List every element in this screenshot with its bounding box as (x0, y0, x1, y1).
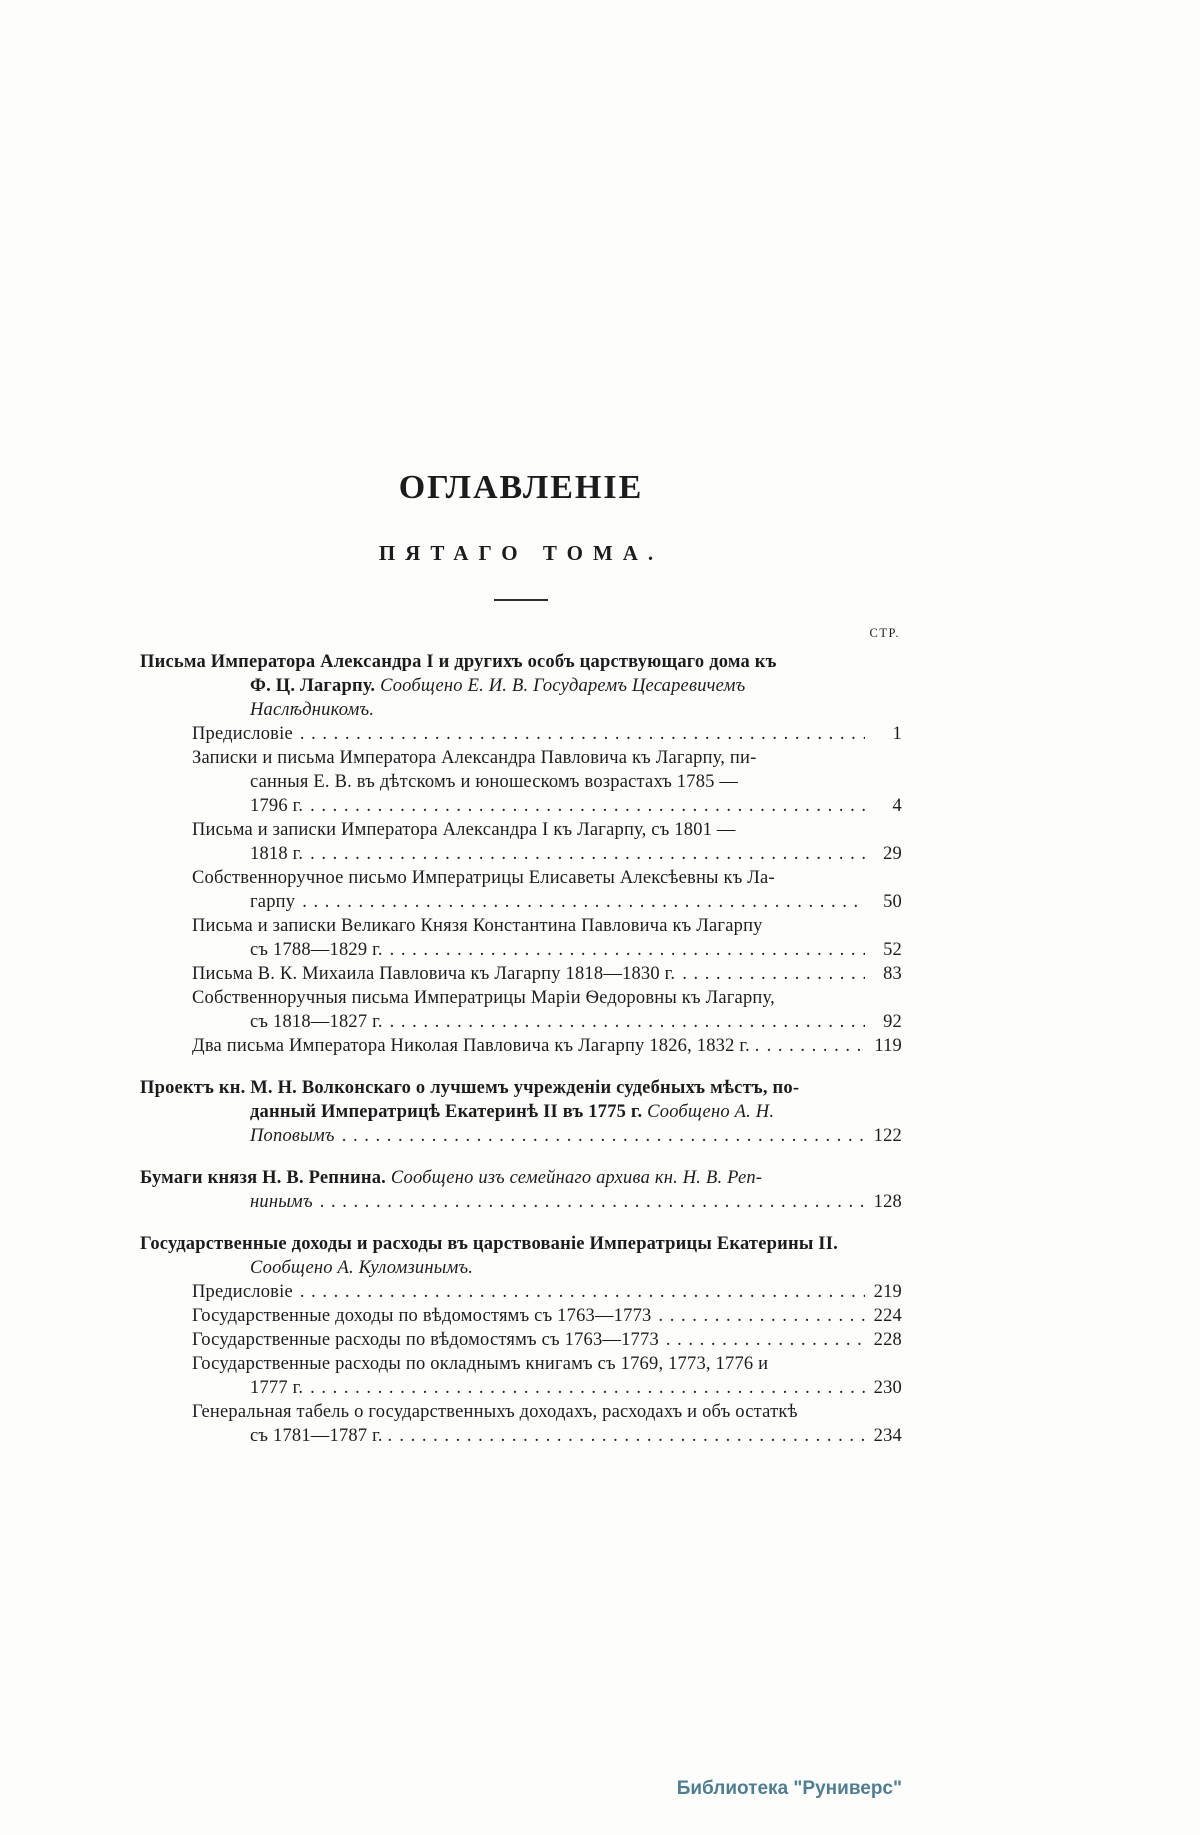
toc-line-text (250, 938, 383, 962)
toc-line-text (250, 794, 303, 818)
text-segment: нинымъ (250, 1192, 313, 1212)
toc-line-text (250, 842, 303, 866)
page-number: 219 (873, 1282, 902, 1302)
toc-line (140, 890, 902, 914)
toc-line-text (250, 1256, 473, 1280)
text-segment: съ 1781—1787 г. . (250, 1426, 393, 1446)
page-number: 52 (883, 940, 902, 960)
toc-line (140, 962, 902, 986)
toc-line-text (140, 1232, 838, 1256)
toc-line (140, 770, 902, 794)
toc-content (140, 0, 902, 1835)
toc-line (140, 746, 902, 770)
toc-line (140, 1256, 902, 1280)
toc-line (140, 1304, 902, 1328)
text-segment: Записки и письма Императора Александра Павловича къ Лагарпу, пи- (192, 748, 757, 768)
toc-line (140, 1328, 902, 1352)
toc-line-text (192, 1328, 659, 1352)
toc-line (140, 1190, 902, 1214)
toc-line-text (140, 1166, 762, 1190)
text-segment: Собственноручное письмо Императрицы Елисаветы Алексѣевны къ Ла- (192, 868, 775, 888)
text-segment: Проектъ кн. М. Н. Волконскаго о лучшемъ учрежденіи судебныхъ мѣстъ, по- (140, 1078, 800, 1098)
text-segment: Бумаги князя Н. В. Репнина. (140, 1168, 391, 1188)
dot-leader (310, 1376, 864, 1400)
dot-leader (390, 938, 865, 962)
toc-line-text (250, 890, 295, 914)
page-number: 224 (873, 1306, 902, 1326)
toc-title: ОГЛАВЛЕНІЕ (398, 469, 644, 506)
text-segment: Государственные доходы по вѣдомостямъ съ 1763—1773 (192, 1306, 652, 1326)
text-segment: санныя Е. В. въ дѣтскомъ и юношескомъ возрастахъ 1785 — (250, 772, 739, 792)
toc-line-text (250, 770, 738, 794)
toc-entry (140, 1166, 902, 1214)
toc-line (140, 1076, 902, 1100)
toc-line-text (192, 746, 757, 770)
toc-line-text (250, 1376, 303, 1400)
toc-line (140, 1376, 902, 1400)
toc-line (140, 1010, 902, 1034)
dot-leader (300, 1280, 865, 1304)
text-segment: Государственные расходы по вѣдомостямъ съ 1763—1773 (192, 1330, 659, 1350)
dot-leader (399, 1424, 864, 1448)
page-number: 228 (873, 1330, 902, 1350)
dot-leader (342, 1124, 865, 1148)
dot-leader (390, 1010, 865, 1034)
toc-line-text (250, 1010, 383, 1034)
text-segment: съ 1818—1827 г. (250, 1012, 383, 1032)
page-number: 119 (874, 1036, 902, 1056)
dot-leader (310, 794, 865, 818)
text-segment: Предисловіе (192, 1282, 293, 1302)
toc-line (140, 1124, 902, 1148)
page-column-header: СТР. (869, 626, 900, 640)
toc-entry (140, 1232, 902, 1448)
page-number: 128 (873, 1192, 902, 1212)
page-number: 1 (892, 724, 902, 744)
toc-line-text (250, 1424, 392, 1448)
toc-line-text (192, 722, 293, 746)
dot-leader (658, 1304, 864, 1328)
toc-line (140, 986, 902, 1010)
page-number: 29 (883, 844, 902, 864)
toc-line-text (250, 674, 745, 698)
toc-line (140, 914, 902, 938)
divider-rule (494, 599, 548, 601)
toc-line (140, 698, 902, 722)
toc-entry (140, 1076, 902, 1148)
toc-line-text (192, 1280, 293, 1304)
toc-line (140, 722, 902, 746)
toc-line-text (192, 1304, 651, 1328)
toc-entry (140, 650, 902, 1058)
page-number: 122 (873, 1126, 902, 1146)
toc-line-text (192, 962, 675, 986)
dot-leader (310, 842, 865, 866)
text-segment: Два письма Императора Николая Павловича къ Лагарпу 1826, 1832 г. . (192, 1036, 760, 1056)
text-segment: Сообщено Е. И. В. Государемъ Цесаревичемъ (380, 676, 746, 696)
toc-line-text (192, 986, 775, 1010)
toc-line (140, 1352, 902, 1376)
toc-line-text (250, 1100, 774, 1124)
toc-line (140, 1034, 902, 1058)
text-segment: гарпу (250, 892, 296, 912)
toc-line-text (192, 1034, 760, 1058)
text-segment: Письма Императора Александра I и другихъ особъ царствующаго дома къ (140, 652, 777, 672)
toc-line (140, 866, 902, 890)
toc-line (140, 1100, 902, 1124)
toc-line (140, 794, 902, 818)
page-number: 4 (892, 796, 902, 816)
text-segment: 1777 г. (250, 1378, 304, 1398)
text-segment: Поповымъ (250, 1126, 335, 1146)
page-number: 230 (873, 1378, 902, 1398)
dot-leader (666, 1328, 865, 1352)
toc-line-text (250, 698, 374, 722)
toc-line-text (192, 818, 736, 842)
page-number: 92 (883, 1012, 902, 1032)
text-segment: 1796 г. (250, 796, 304, 816)
library-watermark: Библиотека "Руниверс" (676, 1778, 902, 1799)
text-segment: Генеральная табель о государственныхъ доходахъ, расходахъ и объ остаткѣ (192, 1402, 798, 1422)
text-segment: съ 1788—1829 г. (250, 940, 383, 960)
toc-line (140, 650, 902, 674)
toc-line-text (250, 1190, 313, 1214)
toc-subtitle: ПЯТАГО ТОМА. (378, 541, 664, 565)
text-segment: Сообщено А. Куломзинымъ. (250, 1258, 474, 1278)
toc-line-text (192, 1352, 768, 1376)
text-segment: Собственноручныя письма Императрицы Маріи Ѳедоровны къ Лагарпу, (192, 988, 775, 1008)
toc-entries (140, 650, 902, 1448)
toc-line (140, 1232, 902, 1256)
text-segment: Предисловіе (192, 724, 293, 744)
toc-line-text (192, 1400, 798, 1424)
text-segment: Ф. Ц. Лагарпу. (250, 676, 381, 696)
toc-line (140, 1166, 902, 1190)
toc-line (140, 842, 902, 866)
page-number: 234 (873, 1426, 902, 1446)
text-segment: Государственные расходы по окладнымъ книгамъ съ 1769, 1773, 1776 и (192, 1354, 769, 1374)
text-segment: Сообщено А. Н. (647, 1102, 775, 1122)
text-segment: данный Императрицѣ Екатеринѣ II въ 1775 г. (250, 1102, 648, 1122)
toc-line-text (140, 1076, 799, 1100)
page-number: 50 (883, 892, 902, 912)
toc-line (140, 938, 902, 962)
text-segment: Государственные доходы и расходы въ царствованіе Императрицы Екатерины II. (140, 1234, 838, 1254)
toc-line-text (140, 650, 777, 674)
dot-leader (767, 1034, 865, 1058)
dot-leader (302, 890, 865, 914)
page-number: 83 (883, 964, 902, 984)
toc-line-text (250, 1124, 335, 1148)
text-segment: 1818 г. (250, 844, 304, 864)
dot-leader (682, 962, 865, 986)
toc-line-text (192, 914, 763, 938)
toc-line (140, 1280, 902, 1304)
toc-line (140, 1424, 902, 1448)
text-segment: Сообщено изъ семейнаго архива кн. Н. В. Реп- (390, 1168, 763, 1188)
toc-line (140, 1400, 902, 1424)
dot-leader (300, 722, 865, 746)
text-segment: Письма и записки Императора Александра I къ Лагарпу, съ 1801 — (192, 820, 736, 840)
toc-line (140, 818, 902, 842)
text-segment: Наслѣдникомъ. (250, 700, 375, 720)
dot-leader (320, 1190, 865, 1214)
toc-line (140, 674, 902, 698)
text-segment: Письма и записки Великаго Князя Константина Павловича къ Лагарпу (192, 916, 763, 936)
text-segment: Письма В. К. Михаила Павловича къ Лагарпу 1818—1830 г. (192, 964, 676, 984)
toc-line-text (192, 866, 775, 890)
